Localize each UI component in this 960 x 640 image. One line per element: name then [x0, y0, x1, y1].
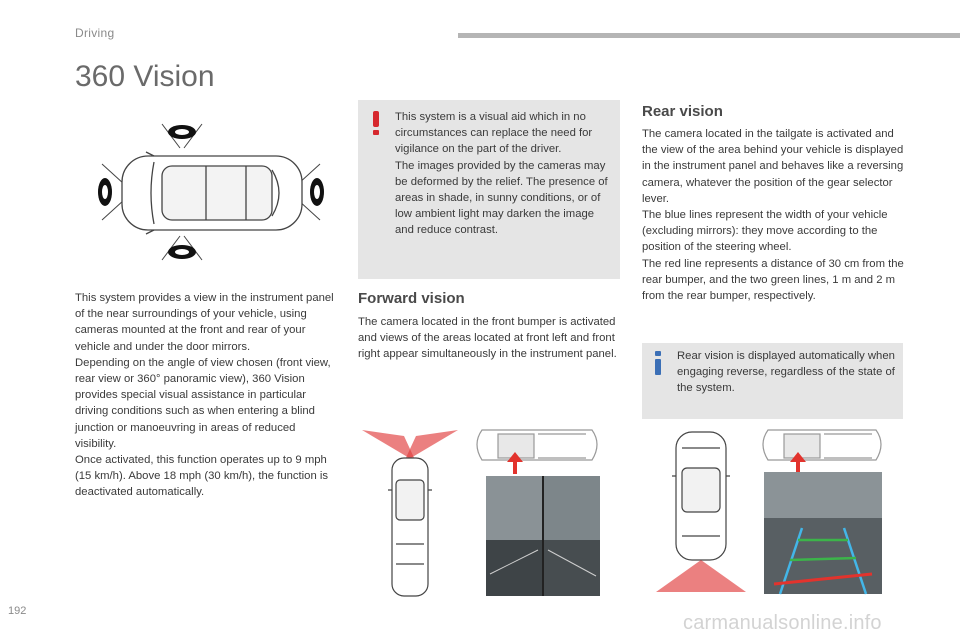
- forward-vision-heading: Forward vision: [358, 290, 465, 307]
- rear-vision-line: The red line represents a distance of 30 cm from the rear bumper, and the two green lines, 1 m and 2 m from the rear bumper, respectively.: [642, 257, 904, 303]
- intro-line: Once activated, this function operates up to 9 mph (15 km/h). Above 18 mph (30 km/h), the function is deactivated automatically.: [75, 454, 329, 499]
- figure-360-top-view: [96, 118, 326, 266]
- warning-text: [395, 109, 613, 239]
- rear-camera-image: [764, 472, 882, 594]
- section-label: Driving: [75, 26, 115, 40]
- rear-vision-line: The camera located in the tailgate is activated and the view of the area behind your vehicle is displayed in the instrument panel and behaves like a reversing camera, whatever the position of the gear selector lever.: [642, 128, 904, 205]
- car-top-view-icon: [122, 152, 302, 234]
- rear-camera-icon: [168, 245, 196, 259]
- info-box: [642, 343, 903, 419]
- info-icon: [652, 350, 664, 376]
- front-camera-icon: [168, 125, 196, 139]
- intro-line: This system provides a view in the instrument panel of the near surroundings of your vehicle, using cameras mounted at the front and rear of your vehicle and under the door mirrors.: [75, 292, 334, 353]
- rear-vision-line: The blue lines represent the width of your vehicle (excluding mirrors): they move according to the position of the steering wheel.: [642, 209, 888, 254]
- figure-rear-vision: [652, 424, 892, 600]
- instrument-panel-icon: [763, 430, 881, 460]
- page-number: 192: [8, 605, 27, 617]
- exclamation-icon: [368, 110, 384, 136]
- car-top-view-icon: [388, 458, 432, 596]
- page-title: 360 Vision: [75, 60, 215, 93]
- intro-line: Depending on the angle of view chosen (front view, rear view or 360° panoramic view), 360 Vision provides special visual assistance in particular driving conditions such as when entering a blind junction or manoeuvring in areas of reduced visibility.: [75, 356, 331, 450]
- rear-vision-heading: Rear vision: [642, 103, 723, 120]
- warning-line: The images provided by the cameras may be deformed by the relief. The presence of areas in shade, in sunny conditions, or of low ambient light may darken the image and reduce contrast.: [395, 159, 608, 237]
- warning-box: [358, 100, 620, 279]
- info-text: Rear vision is displayed automatically when engaging reverse, regardless of the state of the system.: [677, 350, 895, 395]
- rear-vision-text: [642, 126, 904, 304]
- car-top-view-icon: [672, 432, 730, 560]
- left-camera-icon: [98, 178, 112, 206]
- right-camera-icon: [310, 178, 324, 206]
- figure-forward-vision: [358, 424, 608, 600]
- instrument-panel-icon: [477, 430, 597, 460]
- header-rule: [458, 33, 960, 38]
- forward-camera-image: [486, 476, 600, 596]
- intro-text: [75, 290, 337, 501]
- warning-line: This system is a visual aid which in no circumstances can replace the need for vigilance on the part of the driver.: [395, 111, 593, 156]
- forward-vision-text: The camera located in the front bumper is activated and views of the areas located at front left and front right appear simultaneously in the instrument panel.: [358, 316, 617, 361]
- watermark: carmanualsonline.info: [683, 612, 882, 634]
